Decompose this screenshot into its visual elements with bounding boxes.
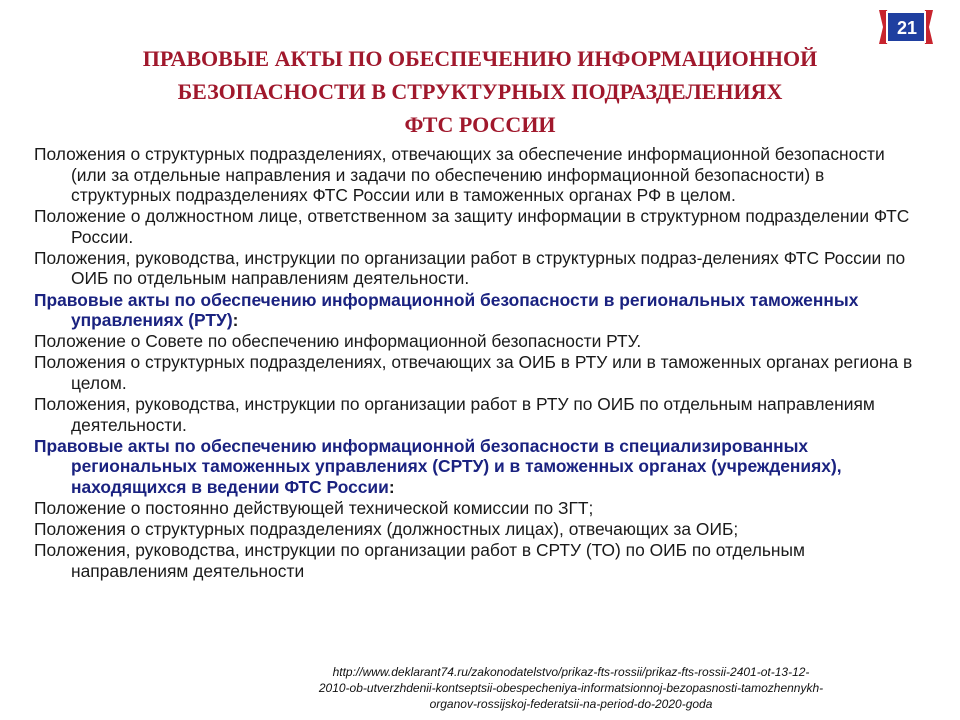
slide-number: 21 <box>896 18 918 38</box>
heading-colon: : <box>232 310 239 331</box>
section-heading-rtu <box>34 290 924 331</box>
item-text: Положения о структурных подразделениях, отвечающих за ОИБ в РТУ или в таможенных органах региона в целом. <box>34 352 913 393</box>
item-text: Положения, руководства, инструкции по организации работ в структурных подраз-делениях ФТС России по ОИБ по отдельным направлениям деятельности. <box>34 247 906 289</box>
title-line-1: ПРАВОВЫЕ АКТЫ ПО ОБЕСПЕЧЕНИЮ ИНФОРМАЦИОННОЙ <box>142 46 818 71</box>
title-line-2: БЕЗОПАСНОСТИ В СТРУКТУРНЫХ ПОДРАЗДЕЛЕНИЯХ <box>177 79 783 104</box>
list-item <box>34 248 924 289</box>
source-line-3: organov-rossijskoj-federatsii-na-period-do-2020-goda <box>429 697 713 711</box>
item-text: Положение о постоянно действующей технической комиссии по ЗГТ; <box>34 498 594 518</box>
item-text: Положения о структурных подразделениях, отвечающих за обеспечение информационной безопасности (или за отдельные направления и задачи по обеспечению информационной безопасности) в структурных подразделениях ФТС России или в таможенных органах РФ в целом. <box>34 144 885 205</box>
page-title <box>40 42 920 141</box>
list-item <box>34 144 924 206</box>
section-heading-srtu <box>34 436 924 498</box>
list-item <box>34 394 924 435</box>
content-list <box>34 144 924 582</box>
source-line-2: 2010-ob-utverzhdenii-kontseptsii-obespecheniya-informatsionnoj-bezopasnosti-tamozhennykh- <box>318 681 824 695</box>
item-text: Положения, руководства, инструкции по организации работ в СРТУ (ТО) по ОИБ по отдельным направлениям деятельности <box>34 540 805 581</box>
item-text: Положение о должностном лице, ответственном за защиту информации в структурном подразделении ФТС России. <box>34 206 910 247</box>
source-link[interactable] <box>200 664 942 712</box>
list-item <box>34 352 924 393</box>
item-text: Положения о структурных подразделениях (должностных лицах), отвечающих за ОИБ; <box>34 519 739 540</box>
heading-colon: : <box>388 476 395 497</box>
list-item <box>34 498 924 519</box>
slide-number-badge <box>877 8 935 46</box>
title-line-3: ФТС РОССИИ <box>404 112 556 137</box>
list-item <box>34 519 924 540</box>
heading-text: Правовые акты по обеспечению информационной безопасности в региональных таможенных управлениях (РТУ) <box>34 289 859 331</box>
list-item <box>34 206 924 247</box>
heading-text: Правовые акты по обеспечению информационной безопасности в специализированных региональных таможенных управлениях (СРТУ) и в таможенных органах (учреждениях), находящихся в ведении ФТС России <box>34 435 842 497</box>
list-item <box>34 331 924 352</box>
list-item <box>34 540 924 581</box>
item-text: Положения, руководства, инструкции по организации работ в РТУ по ОИБ по отдельным направлениям деятельности. <box>34 394 875 435</box>
source-line-1: http://www.deklarant74.ru/zakonodatelstvo/prikaz-fts-rossii/prikaz-fts-rossii-2401-ot-13-12- <box>332 665 810 679</box>
item-text: Положение о Совете по обеспечению информационной безопасности РТУ. <box>34 331 642 352</box>
